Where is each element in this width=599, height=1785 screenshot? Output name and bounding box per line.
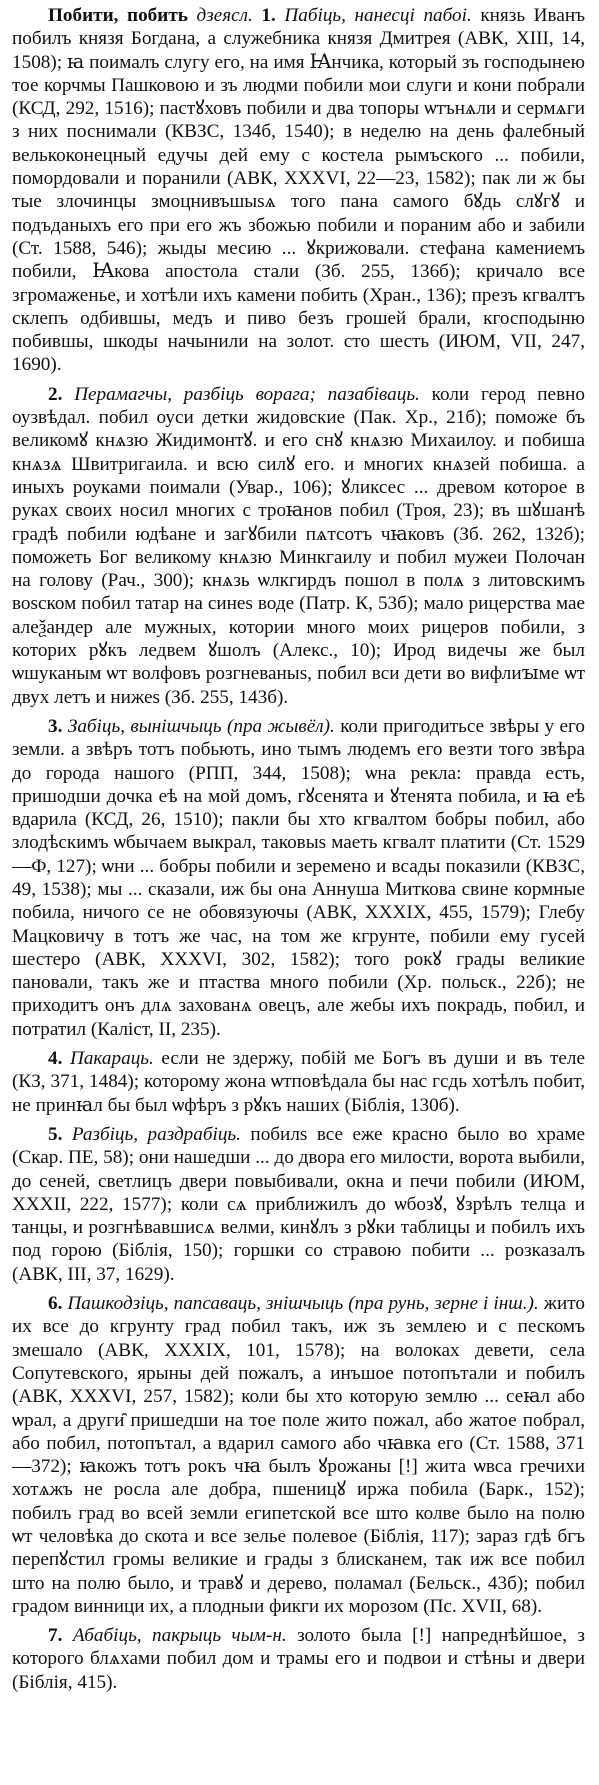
sense-text: коли герод певно оузвѣдал. побил оуси детки жидовские (Пак. Хр., 21б); поможе бъ великомꙋ кнѧзю Жидимонтꙋ. и его снꙋ кнѧзю Михаилоу. и побиша кнѧзѧ Швитригаила. и всю силꙋ его. и многих кнѧзей побиша. а иныхъ роуками поимали (Увар., 106); ꙋликсес ... древом которое в руках своих носил многих с троꙗнов побил (Троя, 23); въ шꙋшанѣ градѣ побили юдѣане и загꙋбили пѧтсотъ чꙗковъ (Зб. 262, 132б); поможеть Бог великому кнѧзю Минкгаилу и побил мужеи Полочан на голову (Рач., 300); кнѧзь ѡлкгирдъ пошол в полѧ з литовскимъ воѕском побил татар на синеѕ воде (Патр. К, 53б); мало рицерства мае алеѯандер але мужных, котории много моих рицеров побили, з которих рꙋкъ ледвем ꙋшолъ (Алекс., 10); Ирод видечы же был ѡшуканым ѡт волфовъ розгневаныѕ, побил вси дети во вифлиꙑме ѡт двух летъ и нижеѕ (Зб. 255, 143б). (12, 383, 585, 708)
sense-3 (12, 715, 585, 1041)
sense-1 (12, 4, 585, 377)
sense-gloss: Пабіць, нанесці пабоі. (284, 5, 472, 26)
sense-number: 4. (48, 1048, 63, 1070)
sense-gloss: Перамагчы, разбіць ворага; пазабіваць. (74, 383, 420, 405)
sense-6 (12, 1292, 585, 1618)
sense-text: золото была [!] напреднѣйшое, з которого блѧхами побил дом и трамы его и подвои и стѣны и двери (Біблія, 415). (12, 1625, 586, 1693)
sense-text: жито их все до кгрунту град побил такъ, иж зъ землею и с пескомъ змешало (АВК, XXXIX, 101, 1578); на волоках девети, села Сопутевского, ярыны дей пожалъ, а инъшое потопътали и побилъ (АВК, XXXVI, 257, 1582); коли бы хто которую землю ... сеꙗл або ѡрал, а други̑ пришедши на тое поле жито пожал, або жатое побрал, або побил, потопътал, а вдарил самого або чꙗвка его (Ст. 1588, 371—372); ꙗкожъ тотъ рокъ чꙗ былъ ꙋрожаны [!] жита ѡвса гречихи хотѧжъ не росла але добра, пшеницꙋ иржа побила (Барк., 152); побилъ град во всей земли египетской все што колве было на полю ѡт человѣка до скота и все зелье полевое (Біблія, 117); зараз гдѣ бгъ перепꙋстил громы великие и грады з блисканем, так иж все побил што на полю было, и травꙋ и дерево, поламал (Бельск., 43б); побил градом винници их, а плодныи фикги их морозом (Пс. XVII, 68). (12, 1293, 585, 1617)
dictionary-entry (12, 4, 585, 1694)
sense-gloss: Разбіць, раздрабіць. (71, 1123, 241, 1145)
sense-text: побилѕ все еже красно было во храме (Скар. ПЕ, 58); они нашедши ... до двора его милости, ворота выбили, до сеней, светлицъ двери повыбивали, окна и печи побили (ИЮМ, XXXII, 222, 1577); коли сѧ приближилъ до ѡбозꙋ, ꙋзрѣлъ телца и танцы, и розгнѣвавшисѧ велми, кинꙋлъ з рꙋки таблицы и побилъ ихъ под горою (Біблія, 150); горшки со стравою побити ... розказалъ (АВК, III, 37, 1629). (12, 1123, 585, 1285)
sense-gloss: Забіць, вынішчыць (пра жывёл). (67, 715, 335, 737)
sense-number: 1. (261, 5, 276, 26)
sense-2 (12, 383, 585, 709)
sense-4 (12, 1047, 585, 1117)
headword: Побити, побить (48, 5, 188, 26)
sense-number: 3. (48, 715, 63, 737)
sense-text: князь Иванъ побилъ князя Богдана, а служебника князя Дмитрея (АВК, XIII, 14, 1508); ꙗ поималъ слугу его, на имя Ꙗнчика, который зъ господынею тое корчмы Пашковою и зъ людми побили мои слуги и кони побрали (КСД, 292, 1516); пастꙋховъ побили и два топоры ѡтънѧли и сермѧги з них поснимали (КВЗС, 134б, 1540); в неделю на день фалебный велькоконецный едучы дей ему с костела рымъского ... побили, помордовали и поранили (АВК, XXXVI, 22—23, 1582); пак ли ж бы тые злочинцы змоцнивъшыѕѧ того пана самого бꙋдь слꙋгꙋ и подъданыхъ его при его жъ збожью побили и пораним або и забили (Ст. 1588, 546); жыды месию ... ꙋкрижовали. стефана камениемъ побили, Ꙗкова апостола стали (Зб. 255, 136б); кричало все згромаженье, и хотѣли ихъ камени побить (Хран., 136); презъ кгвалтъ склепъ одбившы, медъ и пиво безъ грошей брали, кгосподыню побившы, шкоды начынили на золот. сто шесть (ИЮМ, VII, 247, 1690). (12, 5, 586, 376)
sense-number: 7. (48, 1625, 63, 1647)
sense-number: 5. (48, 1123, 63, 1145)
sense-gloss: Абабіць, пакрыць чым-н. (72, 1625, 287, 1647)
sense-5 (12, 1123, 585, 1286)
sense-gloss: Пакараць. (69, 1048, 154, 1070)
sense-gloss: Пашкодзіць, папсаваць, знішчыць (пра рунь, зерне і інш.). (67, 1293, 539, 1315)
sense-text: коли пригодитьсе звѣры у его земли. а звѣръ тотъ побьють, ино тымъ людемъ его везти того звѣра до города нашого (РПП, 344, 1508); ѡна рекла: правда есть, пришодши дочка еѣ на мой домъ, гꙋсенята и ꙋтенята побила, и ꙗ еѣ вдарила (КСД, 26, 1510); пакли бы хто кгвалтом бобры побил, або злодѣскимъ ѡбычаем выкрал, таковыѕ маеть кгвалт платити (Ст. 1529—Ф, 127); ѡни ... бобры побили и зеремено и всады показили (КВЗС, 49, 1538); мы ... сказали, иж бы она Аннуша Миткова свине кормные побила, ничого се не обовязуючы (АВК, XXXIX, 455, 1579); Глебу Мацковичу в тотъ же час, на том же кгрунте, побили ему гусей шестеро (АВК, XXXVI, 302, 1582); того рокꙋ грады великие пановали, такъ же и птаства много побили (Хр. польск., 22б); не приходитъ онъ длѧ захованѧ овецъ, але жебы ихъ покрадь, побил, и потратил (Каліст, II, 235). (12, 715, 586, 1040)
sense-7 (12, 1624, 585, 1694)
sense-text: если не здержу, побій ме Богъ въ души и въ теле (КЗ, 371, 1484); которому жона ѡтповѣдала бы нас гсдь хотѣлъ побит, не принꙗл бы был ѡфѣръ з рꙋкъ наших (Біблія, 130б). (12, 1048, 586, 1116)
sense-number: 2. (48, 383, 63, 405)
grammar-label: дзеясл. (196, 5, 253, 26)
sense-number: 6. (48, 1293, 63, 1315)
